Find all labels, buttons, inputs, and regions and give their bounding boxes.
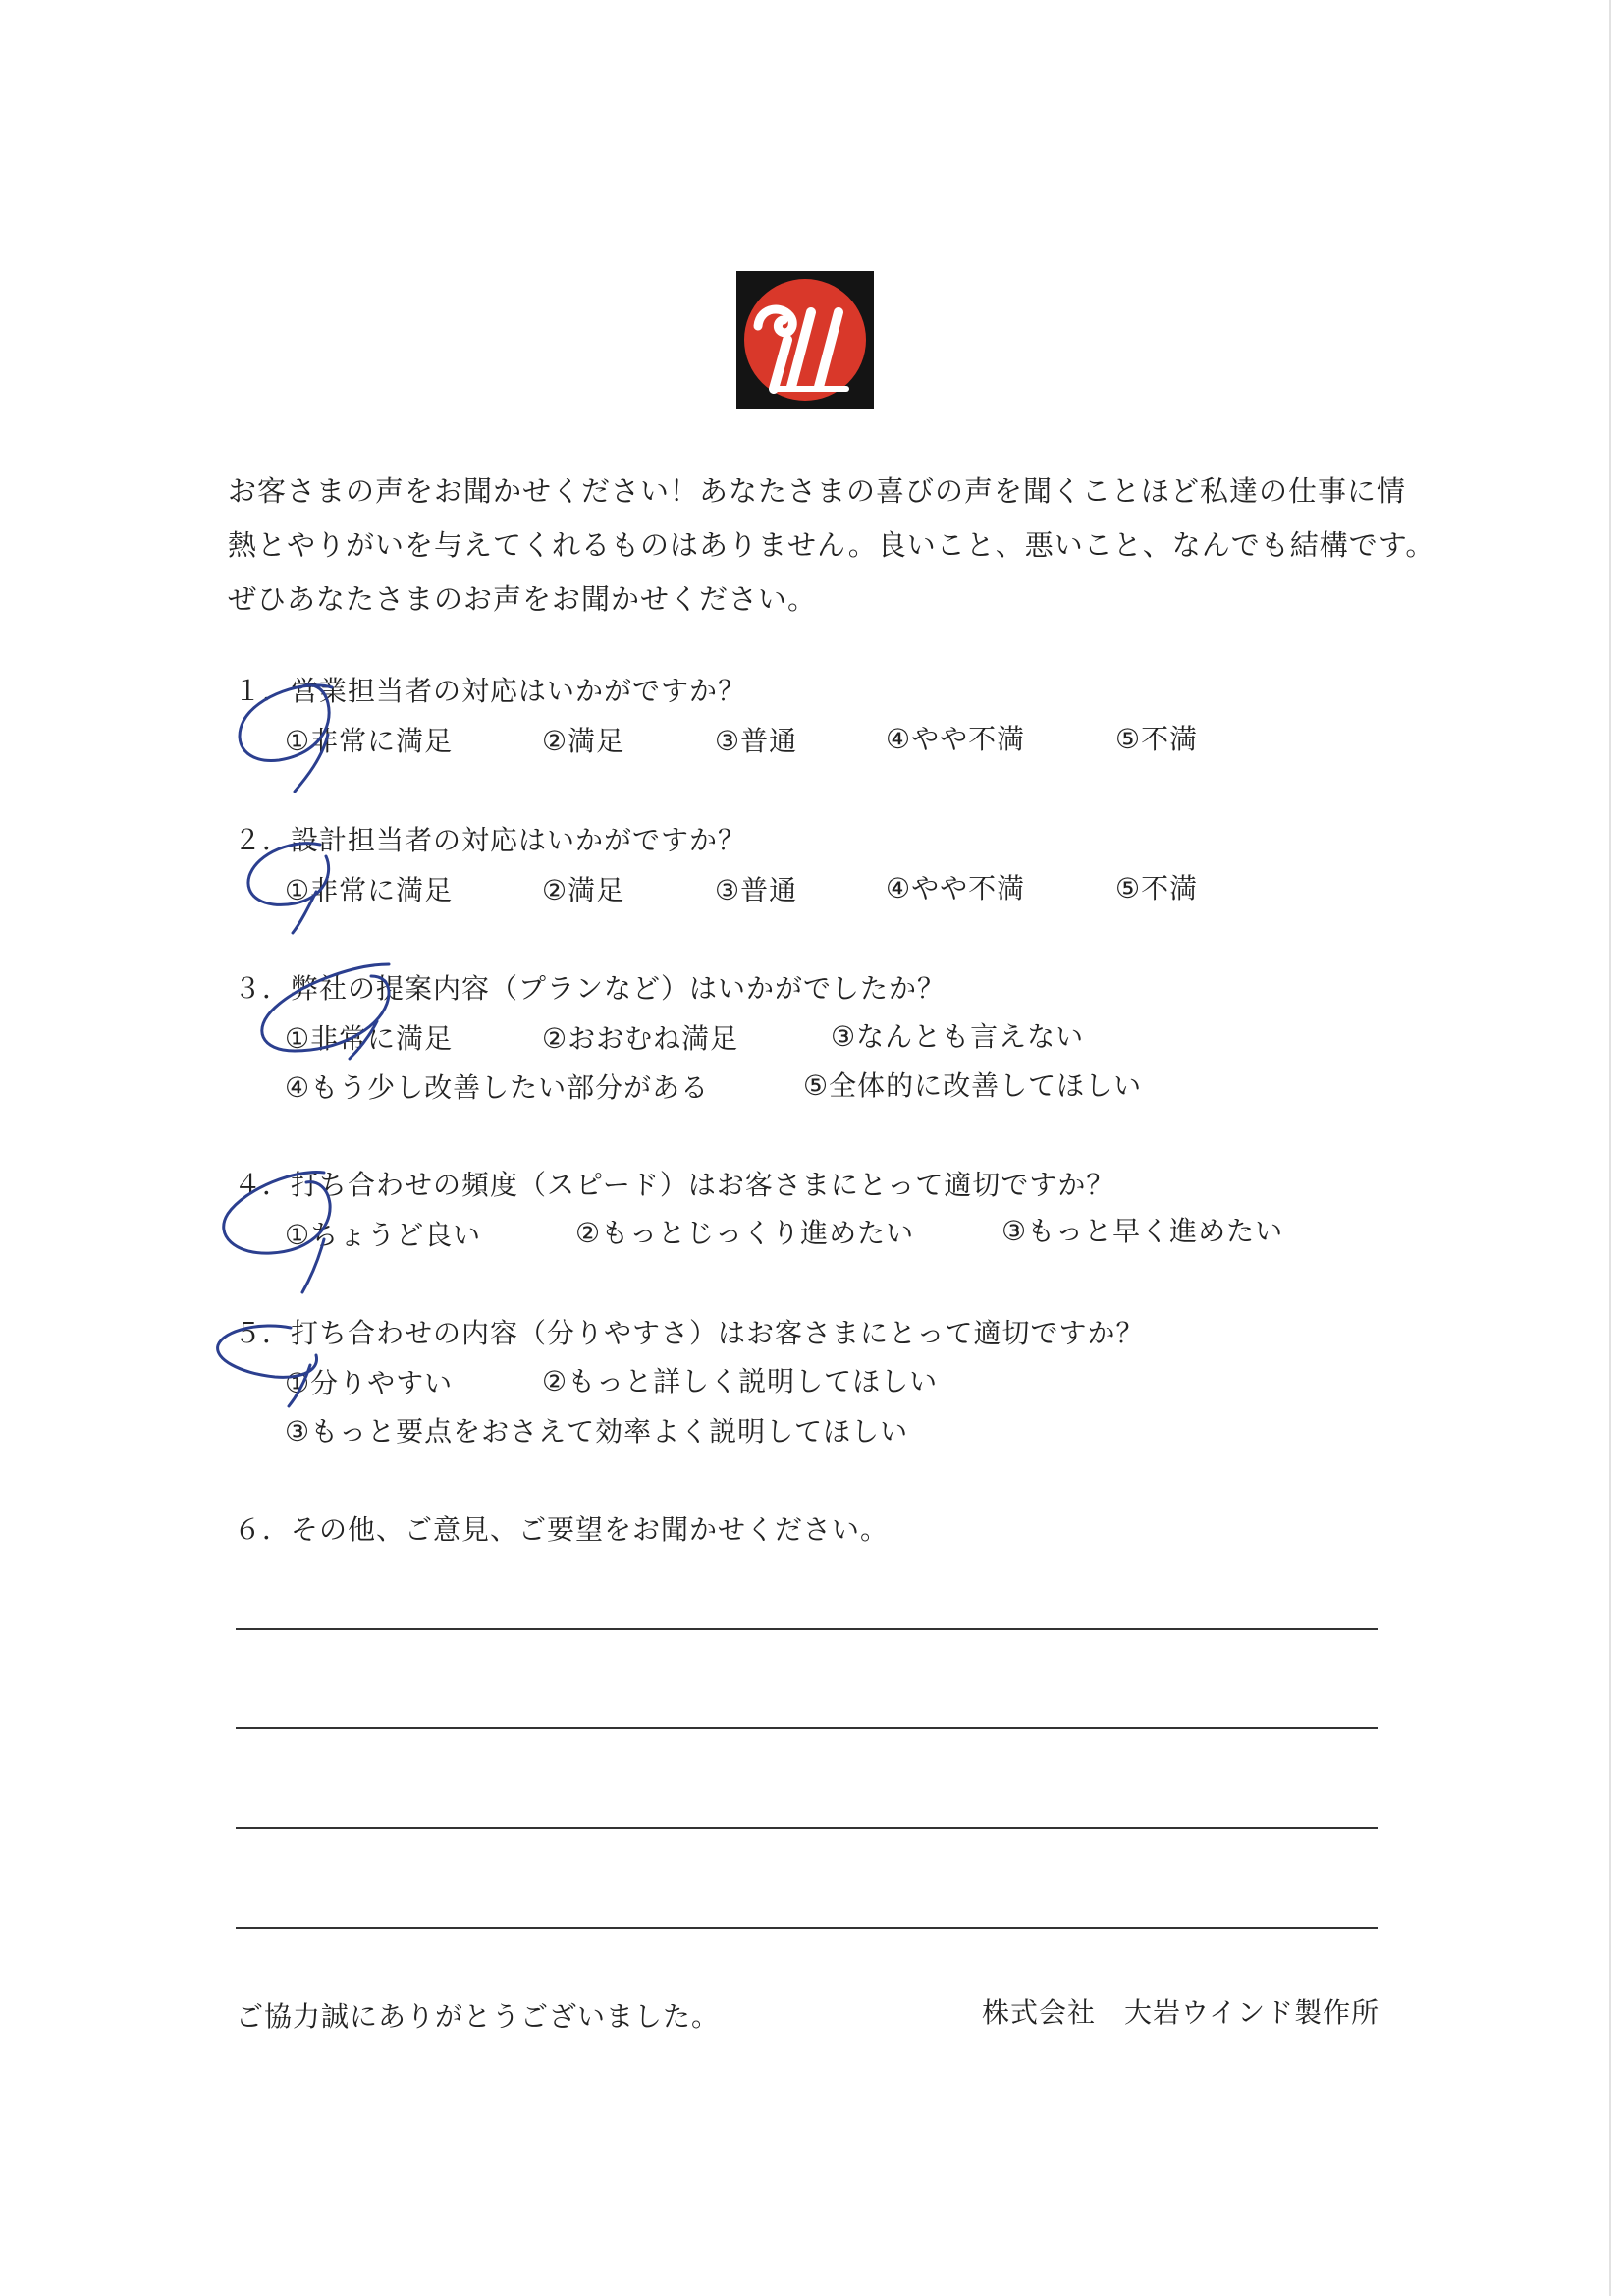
q4-option-3[interactable]: ③もっと早く進めたい	[1001, 1215, 1284, 1247]
q3-option-5[interactable]: ⑤全体的に改善してほしい	[803, 1069, 1143, 1102]
q2-option-1[interactable]: ①非常に満足	[285, 874, 454, 906]
q5-circle-mark	[218, 1326, 317, 1406]
q1-option-1[interactable]: ①非常に満足	[285, 725, 454, 757]
q2-option-5[interactable]: ⑤不満	[1115, 872, 1199, 904]
q1-circle-mark	[240, 685, 332, 792]
question-3: ３．弊社の提案内容（プランなど）はいかがでしたか？	[234, 972, 947, 1005]
q5-option-2[interactable]: ②もっと詳しく説明してほしい	[542, 1365, 939, 1397]
q2-option-4[interactable]: ④やや不満	[886, 872, 1026, 904]
q1-option-4[interactable]: ④やや不満	[886, 723, 1026, 755]
q3-option-4[interactable]: ④もう少し改善したい部分がある	[285, 1071, 710, 1104]
q3-option-2[interactable]: ②おおむね満足	[542, 1022, 739, 1055]
q2-option-3[interactable]: ③普通	[715, 874, 798, 906]
q2-circle-mark	[248, 844, 329, 933]
intro-line-2: 熱とやりがいを与えてくれるものはありません。良いこと、悪いこと、なんでも結構です。	[228, 528, 1435, 562]
q1-option-3[interactable]: ③普通	[715, 725, 798, 757]
question-5: ５．打ち合わせの内容（分りやすさ）はお客さまにとって適切ですか？	[234, 1317, 1145, 1349]
q4-circle-mark	[224, 1172, 330, 1292]
q2-option-2[interactable]: ②満足	[542, 874, 625, 906]
q4-option-2[interactable]: ②もっとじっくり進めたい	[575, 1217, 915, 1249]
q1-option-2[interactable]: ②満足	[542, 725, 625, 757]
question-2: ２．設計担当者の対応はいかがですか？	[234, 824, 747, 856]
intro-line-1: お客さまの声をお聞かせください！あなたさまの喜びの声を聞くことほど私達の仕事に情	[228, 474, 1407, 508]
q3-option-1[interactable]: ①非常に満足	[285, 1022, 454, 1055]
q5-option-3[interactable]: ③もっと要点をおさえて効率よく説明してほしい	[285, 1415, 909, 1448]
q3-option-3[interactable]: ③なんとも言えない	[831, 1020, 1085, 1053]
thanks-text: ご協力誠にありがとうございました。	[236, 2000, 721, 2033]
question-6: ６．その他、ご意見、ご要望をお聞かせください。	[234, 1513, 890, 1546]
q3-circle-mark	[262, 964, 389, 1059]
q5-option-1[interactable]: ①分りやすい	[285, 1367, 454, 1399]
company-name: 株式会社 大岩ウインド製作所	[982, 1996, 1380, 2029]
intro-line-3: ぜひあなたさまのお声をお聞かせください。	[228, 582, 818, 616]
q1-option-5[interactable]: ⑤不満	[1115, 723, 1199, 755]
q4-option-1[interactable]: ①ちょうど良い	[285, 1219, 482, 1251]
question-1: １．営業担当者の対応はいかがですか？	[234, 675, 747, 707]
question-4: ４．打ち合わせの頻度（スピード）はお客さまにとって適切ですか？	[234, 1169, 1115, 1201]
